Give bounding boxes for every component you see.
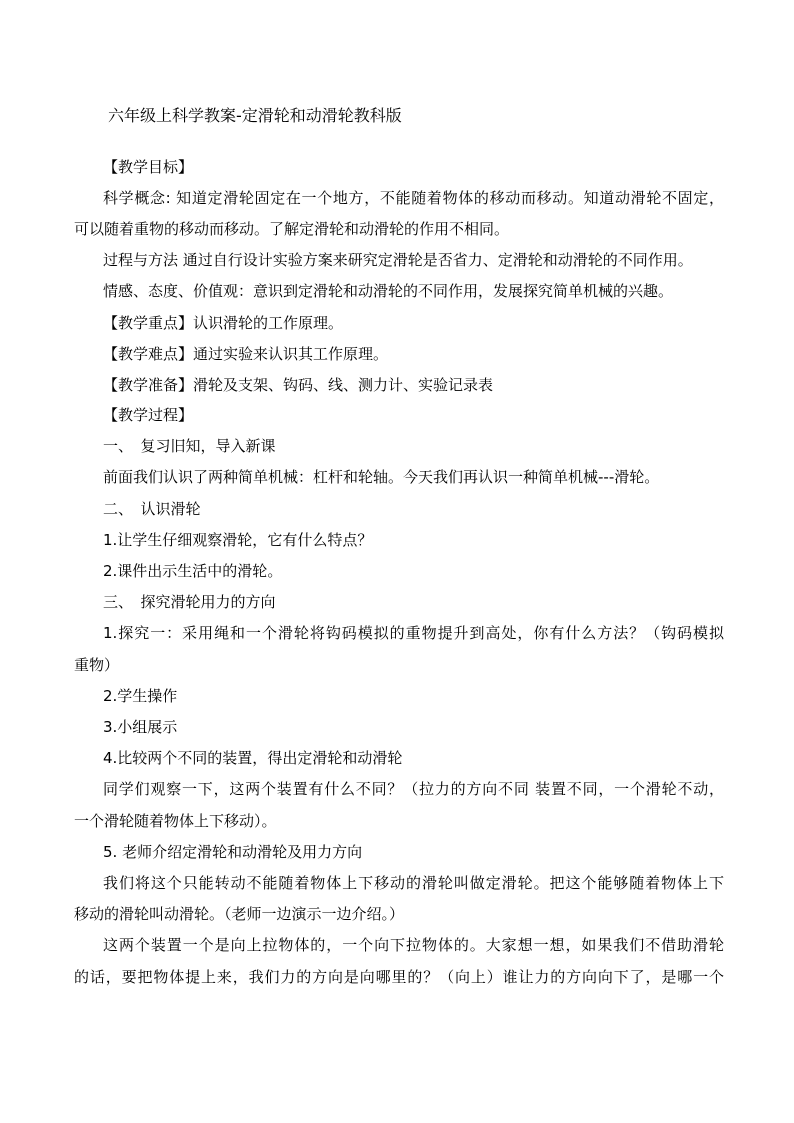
list-item-continued: 重物） — [74, 656, 120, 674]
list-item: 1.让学生仔细观察滑轮，它有什么特点？ — [103, 531, 373, 549]
section-heading-preparation: 【教学准备】滑轮及支架、钩码、线、测力计、实验记录表 — [103, 376, 494, 394]
paragraph-line: 科学概念: 知道定滑轮固定在一个地方，不能随着物体的移动而移动。知道动滑轮不固定， — [103, 189, 724, 207]
list-item: 2.课件出示生活中的滑轮。 — [103, 562, 283, 580]
section-heading-difficulties: 【教学难点】通过实验来认识其工作原理。 — [103, 345, 389, 363]
list-item: 3.小组展示 — [103, 718, 178, 736]
paragraph-line: 过程与方法 通过自行设计实验方案来研究定滑轮是否省力、定滑轮和动滑轮的不同作用。 — [103, 251, 693, 269]
step-heading: 一、 复习旧知，导入新课 — [103, 437, 276, 455]
list-item: 2.学生操作 — [103, 687, 178, 705]
paragraph-line: 这两个装置一个是向上拉物体的，一个向下拉物体的。大家想一想，如果我们不借助滑轮 — [103, 936, 724, 954]
paragraph-line: 情感、态度、价值观：意识到定滑轮和动滑轮的不同作用，发展探究简单机械的兴趣。 — [103, 282, 674, 300]
step-heading: 二、 认识滑轮 — [103, 500, 201, 518]
document-title: 六年级上科学教案-定滑轮和动滑轮教科版 — [108, 106, 402, 125]
section-heading-process: 【教学过程】 — [103, 406, 194, 424]
paragraph-line: 同学们观察一下，这两个装置有什么不同？（拉力的方向不同 装置不同，一个滑轮不动， — [103, 780, 724, 798]
list-item: 4.比较两个不同的装置，得出定滑轮和动滑轮 — [103, 749, 403, 767]
paragraph-line: 前面我们认识了两种简单机械：杠杆和轮轴。今天我们再认识一种简单机械---滑轮。 — [103, 468, 660, 486]
step-heading: 三、 探究滑轮用力的方向 — [103, 593, 276, 611]
paragraph-line: 可以随着重物的移动而移动。了解定滑轮和动滑轮的作用不相同。 — [74, 220, 510, 238]
list-item: 5. 老师介绍定滑轮和动滑轮及用力方向 — [103, 843, 363, 861]
section-heading-objectives: 【教学目标】 — [103, 158, 194, 176]
paragraph-line: 我们将这个只能转动不能随着物体上下移动的滑轮叫做定滑轮。把这个能够随着物体上下 — [103, 874, 724, 892]
list-item: 1.探究一：采用绳和一个滑轮将钩码模拟的重物提升到高处，你有什么方法？（钩码模拟 — [103, 624, 724, 642]
paragraph-line: 的话，要把物体提上来，我们力的方向是向哪里的？（向上）谁让力的方向向下了，是哪一个 — [74, 968, 724, 986]
section-heading-key-points: 【教学重点】认识滑轮的工作原理。 — [103, 314, 344, 332]
paragraph-line: 移动的滑轮叫动滑轮。（老师一边演示一边介绍。） — [74, 905, 405, 923]
paragraph-line: 一个滑轮随着物体上下移动）。 — [74, 812, 277, 830]
